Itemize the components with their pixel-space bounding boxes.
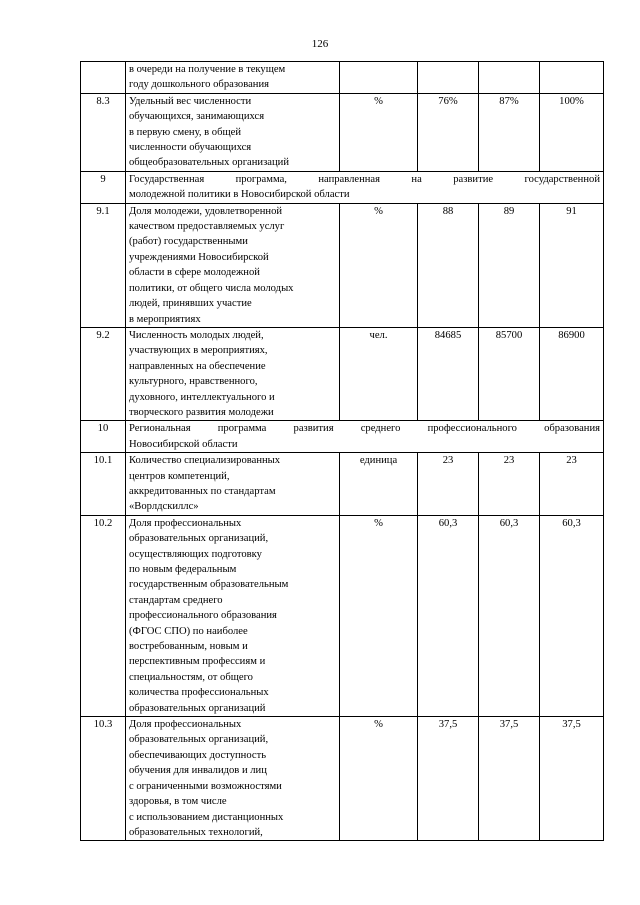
- row-number: 10: [81, 421, 126, 453]
- value-year-1: 60,3: [418, 515, 479, 716]
- value-year-2: 89: [479, 203, 540, 327]
- row-number: [81, 62, 126, 94]
- text-line: Численность молодых людей,: [129, 329, 264, 341]
- text-line: с использованием дистанционных: [129, 811, 284, 823]
- text-line: учреждениями Новосибирской: [129, 251, 269, 263]
- value-year-3: 100%: [540, 93, 604, 171]
- text-line: Количество специализированных: [129, 455, 281, 467]
- indicator-name: [126, 453, 340, 516]
- unit-cell: %: [340, 717, 418, 841]
- value-year-3: 91: [540, 203, 604, 327]
- table-row: [81, 453, 604, 516]
- text-line: культурного, нравственного,: [129, 376, 258, 388]
- text-line: образовательных организаций,: [129, 734, 269, 746]
- text-line: молодежной политики в Новосибирской области: [129, 189, 350, 201]
- text-line: по новым федеральным: [129, 564, 237, 575]
- indicator-name: [126, 515, 340, 716]
- indicator-name: [126, 93, 340, 171]
- section-row: [81, 421, 604, 453]
- page-number: 126: [311, 38, 329, 50]
- text-line: Доля профессиональных: [129, 517, 242, 529]
- text-line: качеством предоставляемых услуг: [129, 221, 285, 233]
- text-line: образовательных технологий,: [129, 826, 263, 838]
- indicator-name: [126, 203, 340, 327]
- text-line: в мероприятиях: [129, 313, 201, 325]
- text-line: творческого развития молодежи: [129, 406, 274, 418]
- text-line: в первую смену, в общей: [129, 126, 241, 138]
- text-line: Новосибирской области: [129, 438, 238, 450]
- text-line: духовного, интеллектуального и: [129, 391, 275, 403]
- value-year-2: 60,3: [479, 515, 540, 716]
- value-year-2: 85700: [479, 327, 540, 420]
- table-row: [81, 203, 604, 327]
- section-title: [126, 171, 604, 203]
- text-line: стандартам среднего: [129, 594, 223, 606]
- value-year-3: 86900: [540, 327, 604, 420]
- unit-cell: чел.: [340, 327, 418, 420]
- text-line: обучения для инвалидов и лиц: [129, 765, 267, 777]
- text-line: области в сфере молодежной: [129, 267, 260, 279]
- row-number: 10.3: [81, 717, 126, 841]
- text-line: обеспечивающих доступность: [129, 749, 267, 761]
- text-line: количества профессиональных: [129, 687, 269, 699]
- value-year-2: 37,5: [479, 717, 540, 841]
- text-line: с ограниченными возможностями: [129, 780, 282, 792]
- text-line: специальностям, от общего: [129, 671, 253, 683]
- value-year-1: 84685: [418, 327, 479, 420]
- text-line: Государственная программа, направленная на развитие государственной: [129, 173, 600, 185]
- text-line: осуществляющих подготовку: [129, 548, 262, 560]
- text-line: государственным образовательным: [129, 579, 289, 591]
- text-line: Региональная программа развития среднего профессионального образования: [129, 423, 600, 435]
- unit-cell: единица: [340, 453, 418, 516]
- section-title: [126, 421, 604, 453]
- text-line: востребованным, новым и: [129, 641, 248, 653]
- unit-cell: %: [340, 93, 418, 171]
- text-line: общеобразовательных организаций: [129, 157, 289, 169]
- value-year-1: 76%: [418, 93, 479, 171]
- indicators-table: [80, 61, 604, 841]
- value-year-2: 23: [479, 453, 540, 516]
- text-line: центров компетенций,: [129, 470, 230, 482]
- indicator-name: [126, 717, 340, 841]
- text-line: году дошкольного образования: [129, 79, 270, 91]
- table-row: [81, 717, 604, 841]
- text-line: здоровья, в том числе: [129, 796, 227, 808]
- text-line: участвующих в мероприятиях,: [129, 345, 268, 357]
- text-line: образовательных организаций: [129, 702, 266, 714]
- text-line: политики, от общего числа молодых: [129, 282, 294, 294]
- row-number: 8.3: [81, 93, 126, 171]
- table-row: [81, 515, 604, 716]
- row-number: 10.1: [81, 453, 126, 516]
- value-year-1: 37,5: [418, 717, 479, 841]
- value-year-1: [418, 62, 479, 94]
- value-year-1: 23: [418, 453, 479, 516]
- text-line: численности обучающихся: [129, 142, 252, 154]
- text-line: (работ) государственными: [129, 236, 248, 248]
- text-line: образовательных организаций,: [129, 533, 269, 545]
- text-line: в очереди на получение в текущем: [129, 64, 286, 75]
- text-line: аккредитованных по стандартам: [129, 485, 276, 497]
- unit-cell: %: [340, 203, 418, 327]
- value-year-3: [540, 62, 604, 94]
- unit-cell: %: [340, 515, 418, 716]
- text-line: профессионального образования: [129, 610, 277, 622]
- value-year-3: 23: [540, 453, 604, 516]
- row-number: 9.2: [81, 327, 126, 420]
- row-number: 9: [81, 171, 126, 203]
- text-line: обучающихся, занимающихся: [129, 111, 265, 123]
- value-year-3: 37,5: [540, 717, 604, 841]
- value-year-2: [479, 62, 540, 94]
- value-year-3: 60,3: [540, 515, 604, 716]
- section-row: [81, 171, 604, 203]
- indicator-name: [126, 327, 340, 420]
- text-line: Доля профессиональных: [129, 719, 242, 731]
- text-line: направленных на обеспечение: [129, 360, 266, 372]
- indicator-name: [126, 62, 340, 94]
- text-line: «Ворлдскиллс»: [129, 501, 199, 513]
- value-year-2: 87%: [479, 93, 540, 171]
- table-row: [81, 327, 604, 420]
- text-line: людей, принявших участие: [129, 298, 252, 310]
- text-line: Удельный вес численности: [129, 95, 252, 107]
- row-number: 10.2: [81, 515, 126, 716]
- table-row: [81, 93, 604, 171]
- table-row: [81, 62, 604, 94]
- text-line: (ФГОС СПО) по наиболее: [129, 625, 248, 637]
- text-line: Доля молодежи, удовлетворенной: [129, 205, 283, 217]
- text-line: перспективным профессиям и: [129, 656, 266, 668]
- row-number: 9.1: [81, 203, 126, 327]
- value-year-1: 88: [418, 203, 479, 327]
- unit-cell: [340, 62, 418, 94]
